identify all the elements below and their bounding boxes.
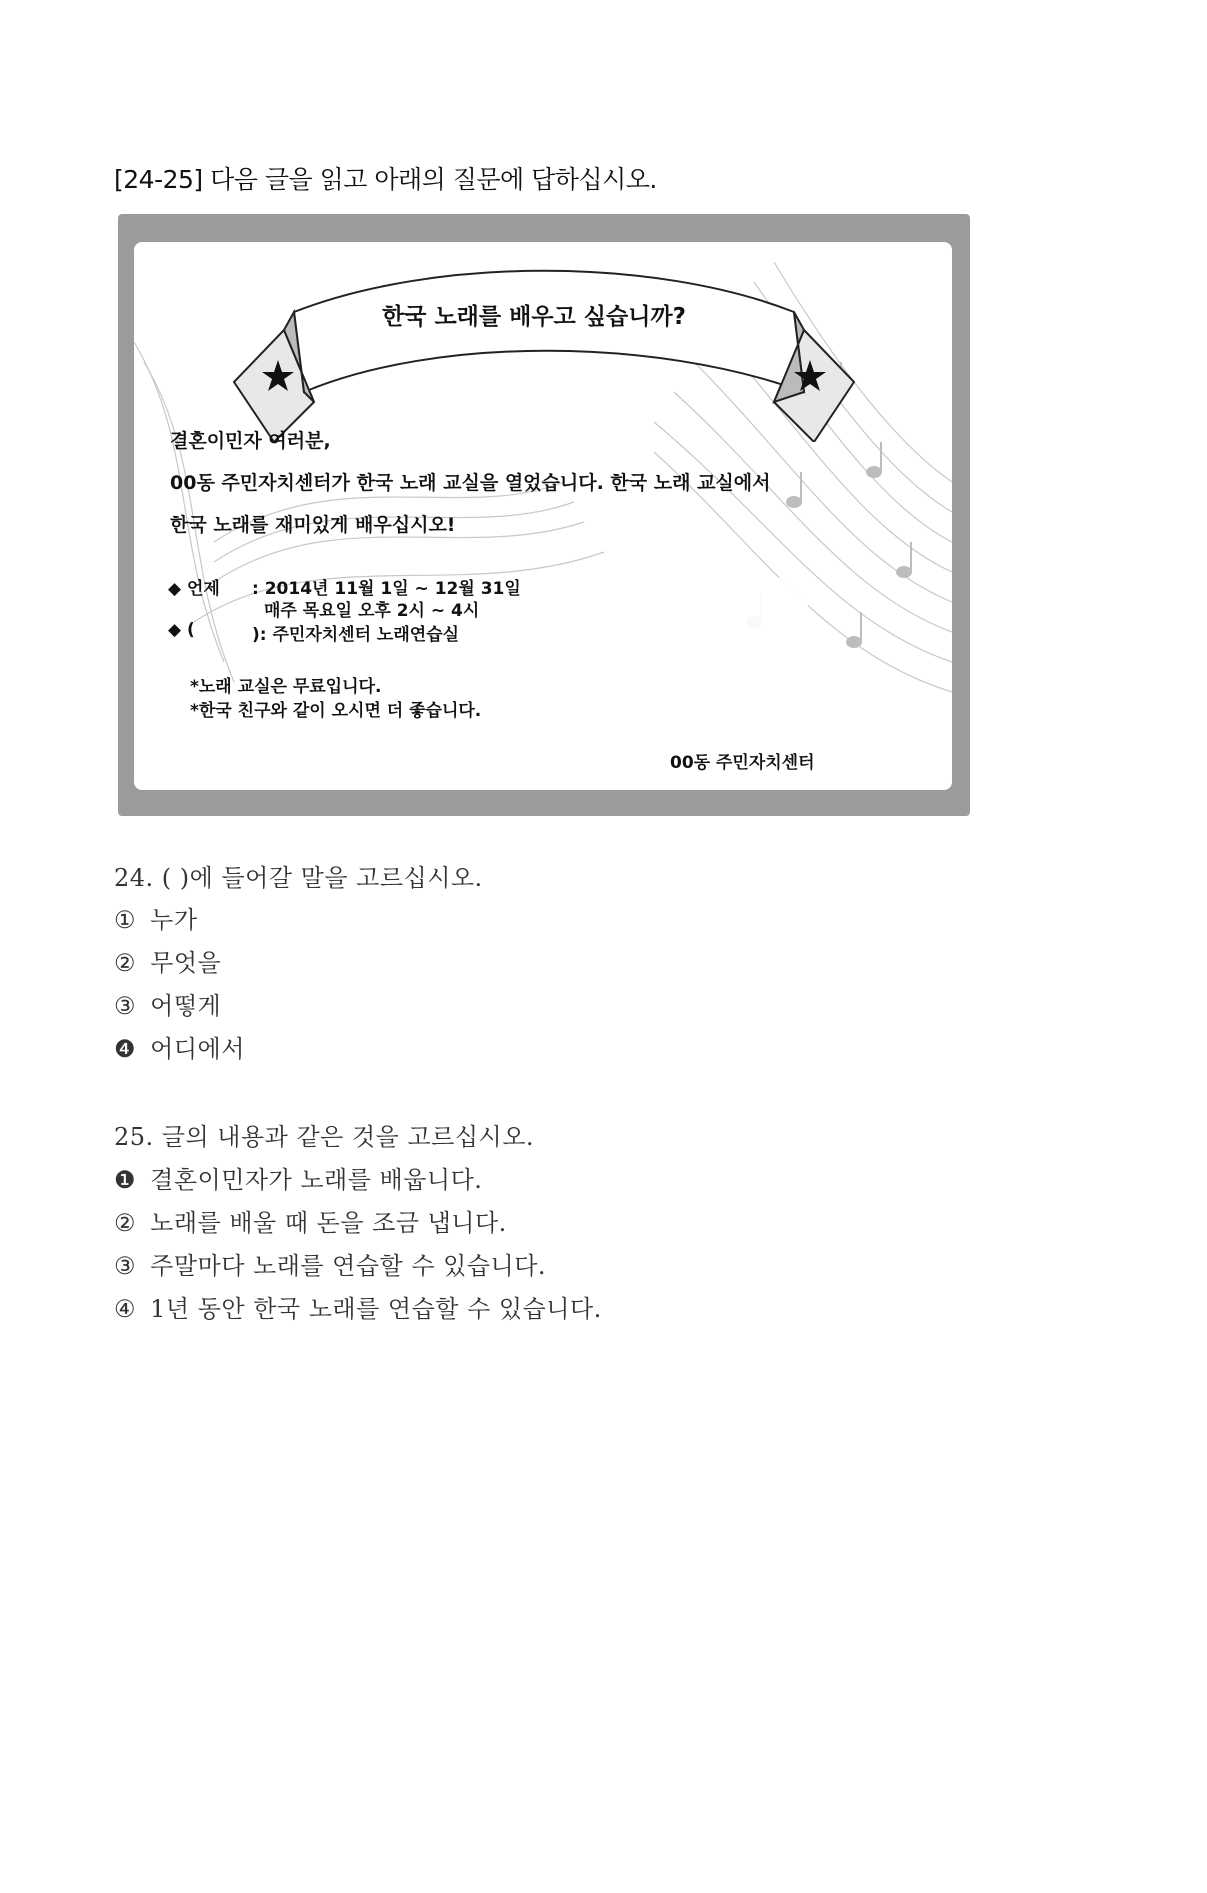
ribbon-banner (134, 242, 952, 442)
option-text: 주말마다 노래를 연습할 수 있습니다. (150, 1252, 547, 1280)
where-label: ◆ ( (168, 620, 195, 640)
poster (134, 242, 952, 790)
q25-option-2[interactable] (114, 1203, 507, 1238)
option-text: 무엇을 (150, 949, 222, 977)
option-marker: ② (114, 949, 137, 977)
option-marker: ① (114, 906, 137, 934)
q24-option-4[interactable] (114, 1029, 245, 1064)
option-text: 결혼이민자가 노래를 배웁니다. (150, 1166, 483, 1194)
q25-option-4[interactable] (114, 1289, 602, 1324)
question-24: 24. ( )에 들어갈 말을 고르십시오. (114, 864, 483, 892)
question-25: 25. 글의 내용과 같은 것을 고르십시오. (114, 1123, 535, 1151)
option-text: 누가 (150, 906, 198, 934)
option-marker: ④ (114, 1295, 137, 1323)
option-text: 노래를 배울 때 돈을 조금 냅니다. (150, 1209, 507, 1237)
note-free: *노래 교실은 무료입니다. (190, 677, 382, 697)
poster-frame (118, 214, 970, 816)
when-value: : 2014년 11월 1일 ~ 12월 31일 (252, 579, 521, 599)
when-label: ◆ 언제 (168, 579, 220, 599)
poster-line-2: 00동 주민자치센터가 한국 노래 교실을 열었습니다. 한국 노래 교실에서 (170, 472, 771, 494)
option-marker: ③ (114, 1252, 137, 1280)
q24-option-3[interactable] (114, 986, 221, 1021)
where-value: ): 주민자치센터 노래연습실 (252, 625, 460, 645)
poster-greeting: 결혼이민자 여러분, (170, 430, 331, 452)
poster-line-3: 한국 노래를 재미있게 배우십시오! (170, 514, 456, 536)
q25-option-3[interactable] (114, 1246, 546, 1281)
option-marker: ② (114, 1209, 137, 1237)
option-marker: ❹ (114, 1035, 137, 1063)
when-value-2: 매주 목요일 오후 2시 ~ 4시 (264, 601, 480, 621)
option-text: 1년 동안 한국 노래를 연습할 수 있습니다. (150, 1295, 602, 1323)
option-marker: ❶ (114, 1166, 137, 1194)
poster-sender: 00동 주민자치센터 (670, 753, 815, 773)
section-heading: [24-25] 다음 글을 읽고 아래의 질문에 답하십시오. (114, 165, 657, 194)
blank-area (734, 578, 808, 708)
q25-option-1[interactable] (114, 1160, 482, 1195)
q24-option-2[interactable] (114, 943, 221, 978)
option-marker: ③ (114, 992, 137, 1020)
option-text: 어떻게 (150, 992, 222, 1020)
q24-option-1[interactable] (114, 900, 198, 935)
banner-title: 한국 노래를 배우고 싶습니까? (382, 304, 686, 330)
option-text: 어디에서 (150, 1035, 245, 1063)
note-friend: *한국 친구와 같이 오시면 더 좋습니다. (190, 701, 482, 721)
